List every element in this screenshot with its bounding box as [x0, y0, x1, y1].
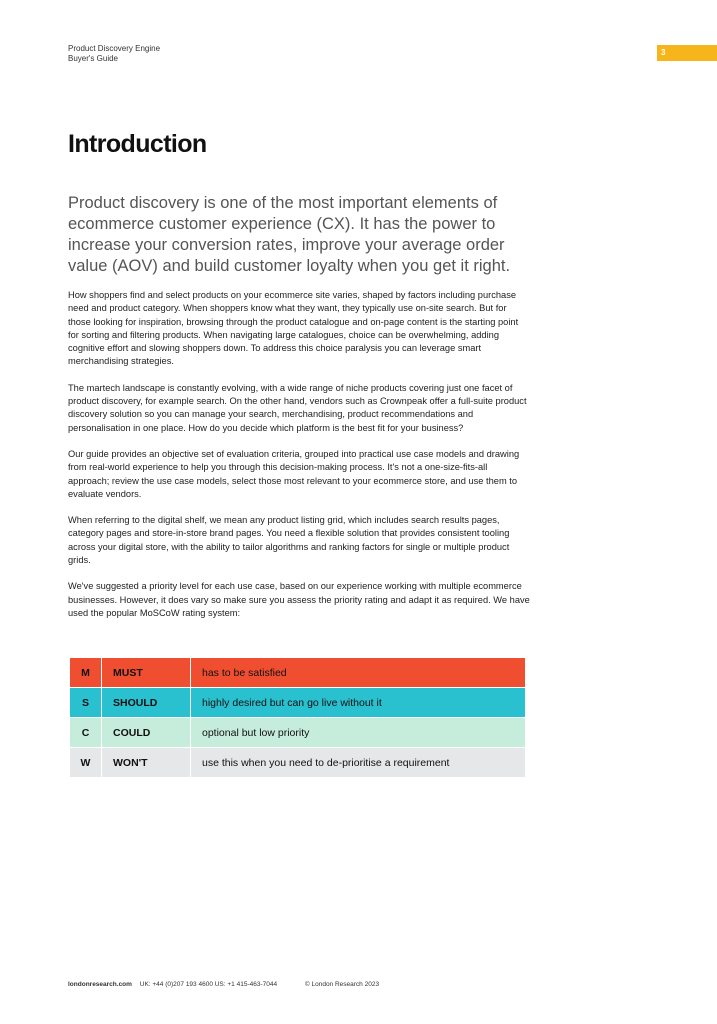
- paragraph: Our guide provides an objective set of evaluation criteria, grouped into practical use case models and drawing from real-world experience to help you through this decision-making process. It's not a one-size-fits-all approach; review the use case models, select those most relevant to your ecommerce store, and use them to evaluate vendors.: [68, 448, 520, 499]
- page-title: Introduction: [68, 130, 207, 158]
- row-letter: C: [70, 718, 102, 748]
- footer-phones: UK: +44 (0)207 193 4600 US: +1 415-463-7044: [139, 981, 278, 988]
- lead-paragraph: Product discovery is one of the most important elements of ecommerce customer experience (CX). It has the power to increase your conversion rates, improve your average order value (AOV) and build customer loyalty when you get it right.: [68, 194, 511, 275]
- footer-copyright: © London Research 2023: [304, 981, 380, 988]
- row-letter: S: [70, 688, 102, 718]
- row-description: highly desired but can go live without it: [191, 688, 526, 718]
- body-text: [68, 289, 530, 633]
- document-header: [68, 44, 160, 64]
- row-description: has to be satisfied: [191, 658, 526, 688]
- footer-website-link[interactable]: londonresearch.com: [68, 981, 132, 988]
- moscow-table: [69, 657, 526, 778]
- row-priority: COULD: [102, 718, 191, 748]
- row-letter: W: [70, 748, 102, 778]
- paragraph: The martech landscape is constantly evolving, with a wide range of niche products covering just one facet of product discovery, for example search. On the other hand, vendors such as Crownpeak offer a full-suite product discovery solution so you can manage your search, merchandising, product recommendations and personalisation in one place. How do you decide which platform is the best fit for your business?: [68, 382, 527, 433]
- table-row-must: [70, 658, 526, 688]
- row-priority: SHOULD: [102, 688, 191, 718]
- page-number-badge: 3: [657, 45, 717, 61]
- paragraph: When referring to the digital shelf, we mean any product listing grid, which includes search results pages, category pages and store-in-store brand pages. You need a flexible solution that provides consistent tooling across your digital store, with the ability to tailor algorithms and ranking factors for single or multiple product grids.: [68, 515, 510, 566]
- table-row-should: [70, 688, 526, 718]
- header-subtitle: Buyer's Guide: [68, 54, 118, 63]
- row-description: use this when you need to de-prioritise a requirement: [191, 748, 526, 778]
- row-priority: WON'T: [102, 748, 191, 778]
- page-footer: [68, 981, 379, 988]
- paragraph: We've suggested a priority level for each use case, based on our experience working with multiple ecommerce businesses. However, it does vary so make sure you assess the priority rating and adapt it as required. We have used the popular MoSCoW rating system:: [68, 581, 530, 618]
- paragraph: How shoppers find and select products on your ecommerce site varies, shaped by factors including purchase need and product category. When shoppers know what they want, they typically use on-site search. But for those looking for inspiration, browsing through the product catalogue and on-page content is the starting point for sorting and filtering products. When navigating large catalogues, choice can be overwhelming, adding cognitive effort and slowing shoppers down. To address this choice paralysis you can leverage smart merchandising strategies.: [68, 290, 519, 367]
- header-title: Product Discovery Engine: [68, 44, 161, 53]
- table-row-wont: [70, 748, 526, 778]
- row-letter: M: [70, 658, 102, 688]
- row-description: optional but low priority: [191, 718, 526, 748]
- table-row-could: [70, 718, 526, 748]
- row-priority: MUST: [102, 658, 191, 688]
